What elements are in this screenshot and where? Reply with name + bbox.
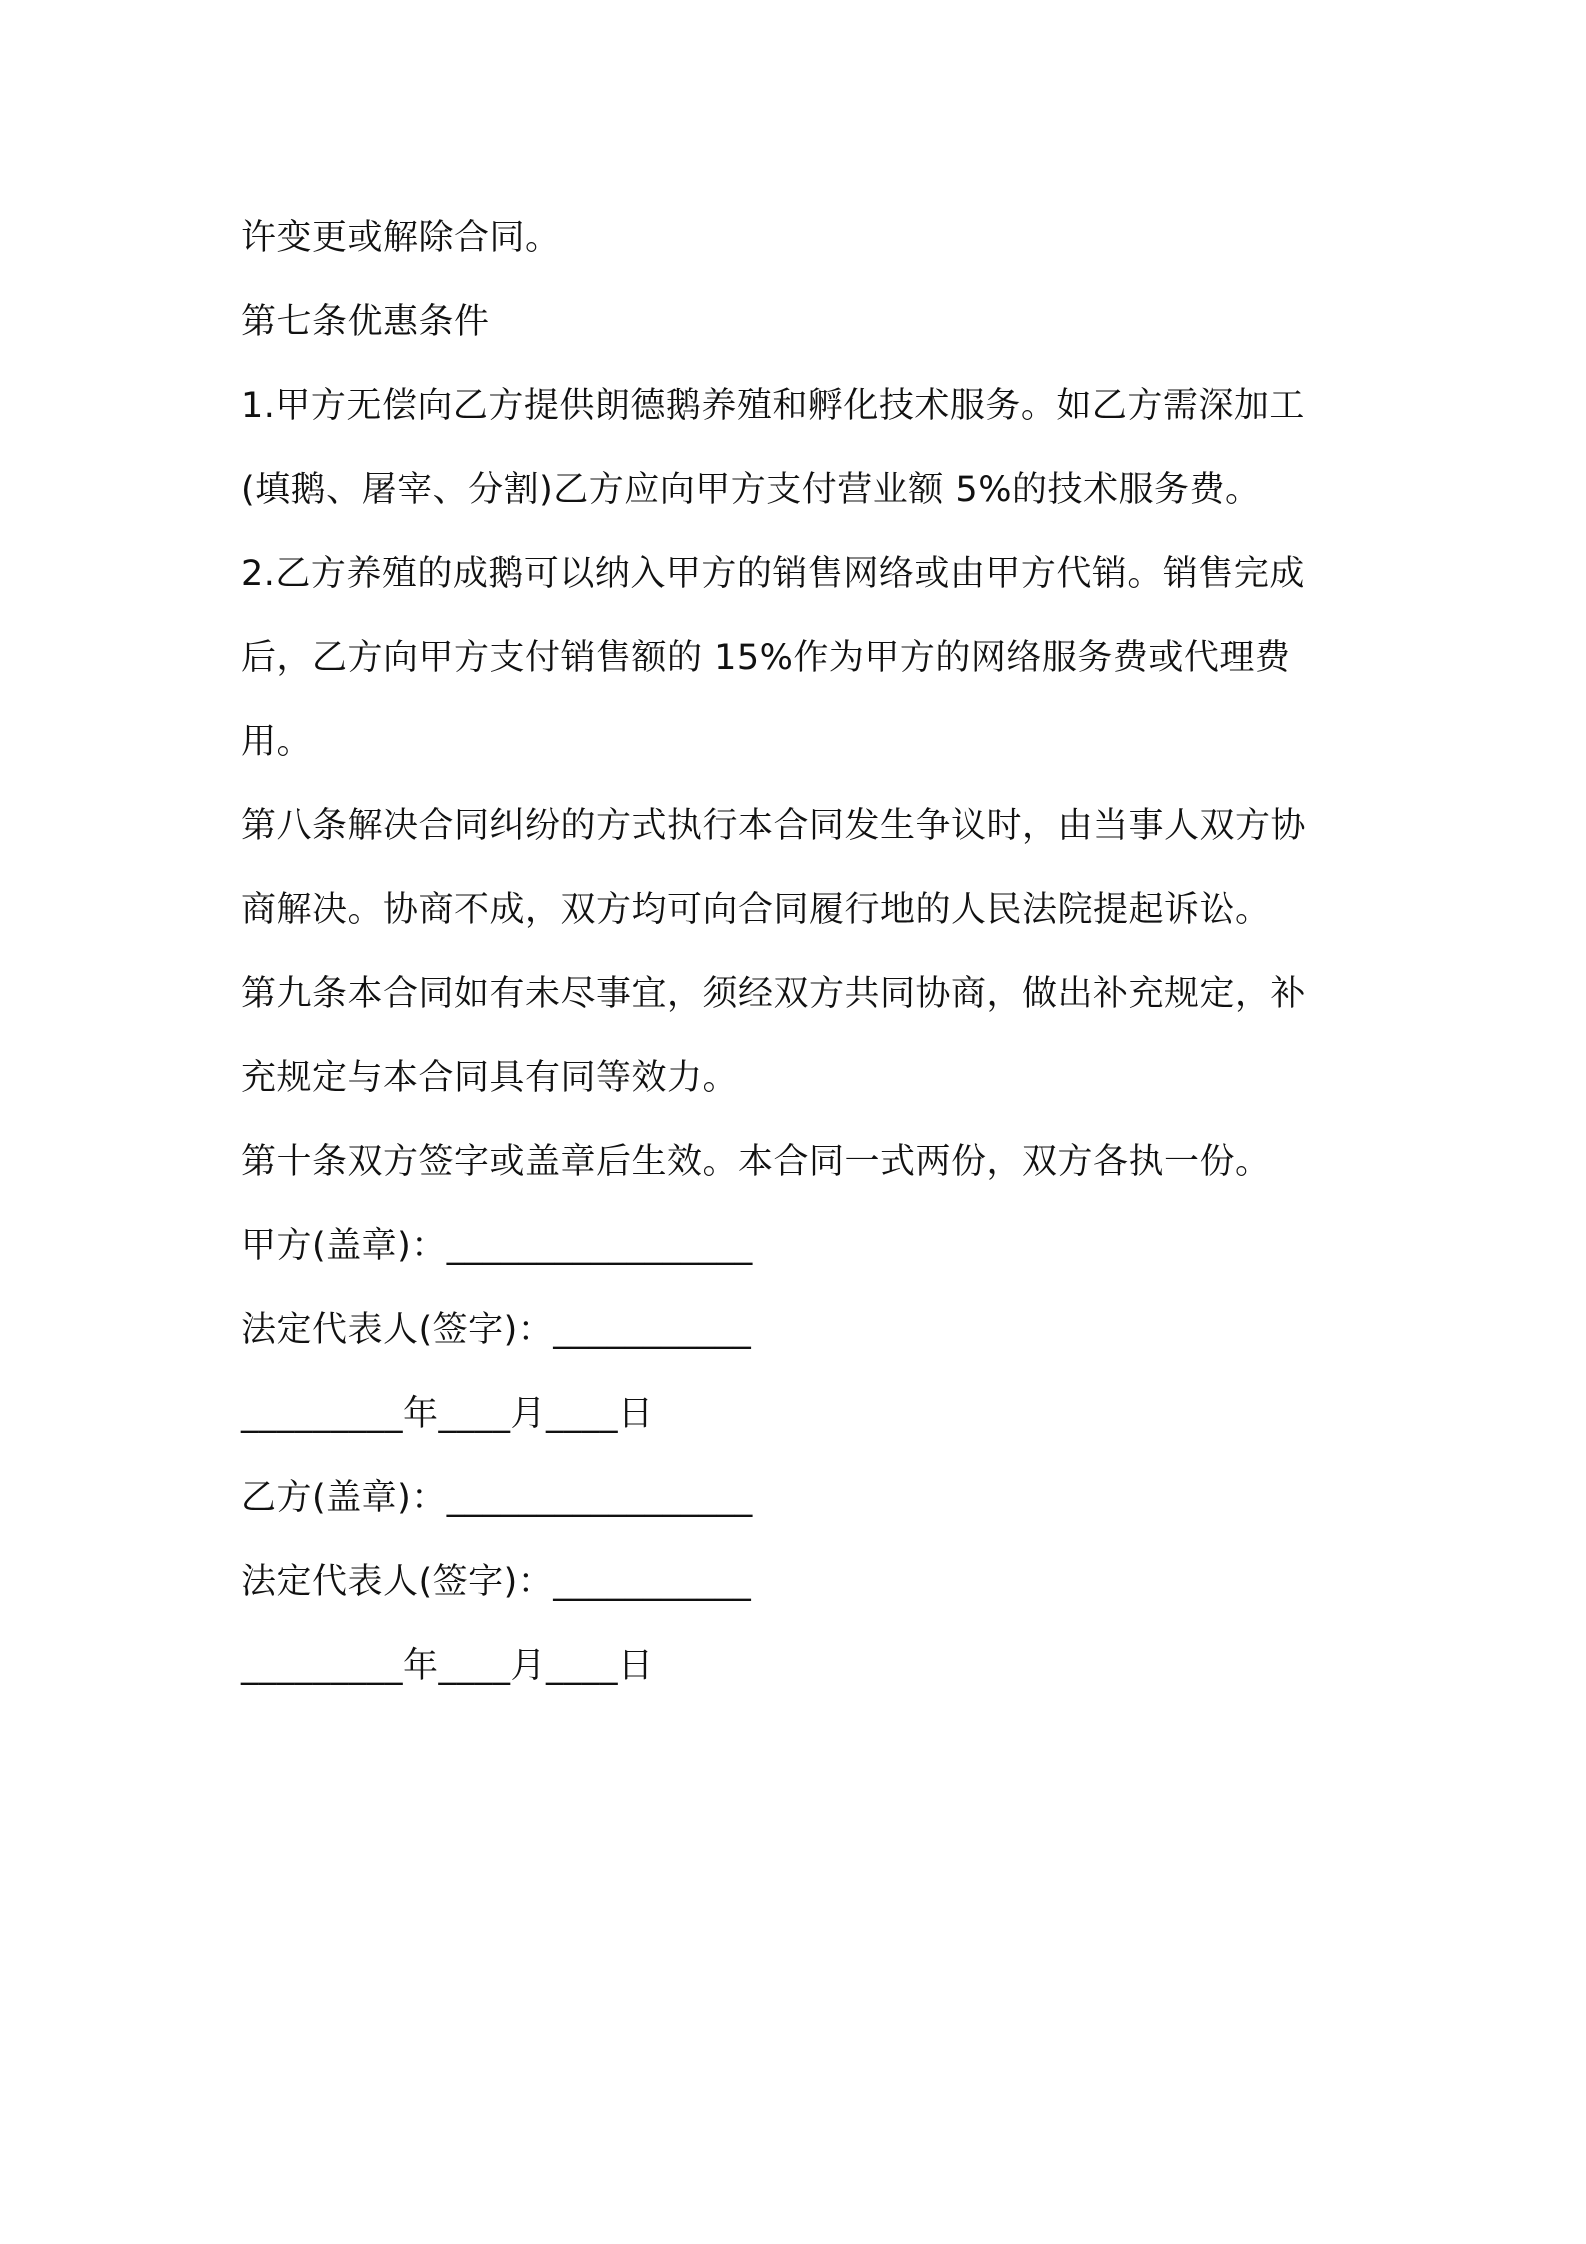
article-7-heading: 第七条优惠条件 — [241, 302, 490, 342]
party-a-date-line: _________年____月____日 — [241, 1394, 654, 1434]
article-7-item-2-line-1: 2.乙方养殖的成鹅可以纳入甲方的销售网络或由甲方代销。销售完成 — [241, 554, 1305, 594]
article-9-line-2: 充规定与本合同具有同等效力。 — [241, 1058, 739, 1098]
document-page — [241, 196, 1353, 1708]
article-10: 第十条双方签字或盖章后生效。本合同一式两份，双方各执一份。 — [241, 1142, 1271, 1182]
article-7-item-2-line-2: 后，乙方向甲方支付销售额的 15%作为甲方的网络服务费或代理费 — [241, 638, 1291, 678]
paragraph-line-1: 许变更或解除合同。 — [241, 218, 561, 258]
party-a-representative-signature-line: 法定代表人(签字)：___________ — [241, 1310, 752, 1350]
party-a-seal-line: 甲方(盖章)：_________________ — [241, 1226, 753, 1266]
party-b-seal-line: 乙方(盖章)：_________________ — [241, 1478, 753, 1518]
article-8-line-1: 第八条解决合同纠纷的方式执行本合同发生争议时，由当事人双方协 — [241, 806, 1307, 846]
article-7-item-2-line-3: 用。 — [241, 722, 313, 762]
article-7-item-1-line-2: (填鹅、屠宰、分割)乙方应向甲方支付营业额 5%的技术服务费。 — [241, 470, 1261, 510]
article-7-item-1-line-1: 1.甲方无偿向乙方提供朗德鹅养殖和孵化技术服务。如乙方需深加工 — [241, 386, 1305, 426]
party-b-representative-signature-line: 法定代表人(签字)：___________ — [241, 1562, 752, 1602]
article-8-line-2: 商解决。协商不成，双方均可向合同履行地的人民法院提起诉讼。 — [241, 890, 1271, 930]
party-b-date-line: _________年____月____日 — [241, 1646, 654, 1686]
article-9-line-1: 第九条本合同如有未尽事宜，须经双方共同协商，做出补充规定，补 — [241, 974, 1307, 1014]
